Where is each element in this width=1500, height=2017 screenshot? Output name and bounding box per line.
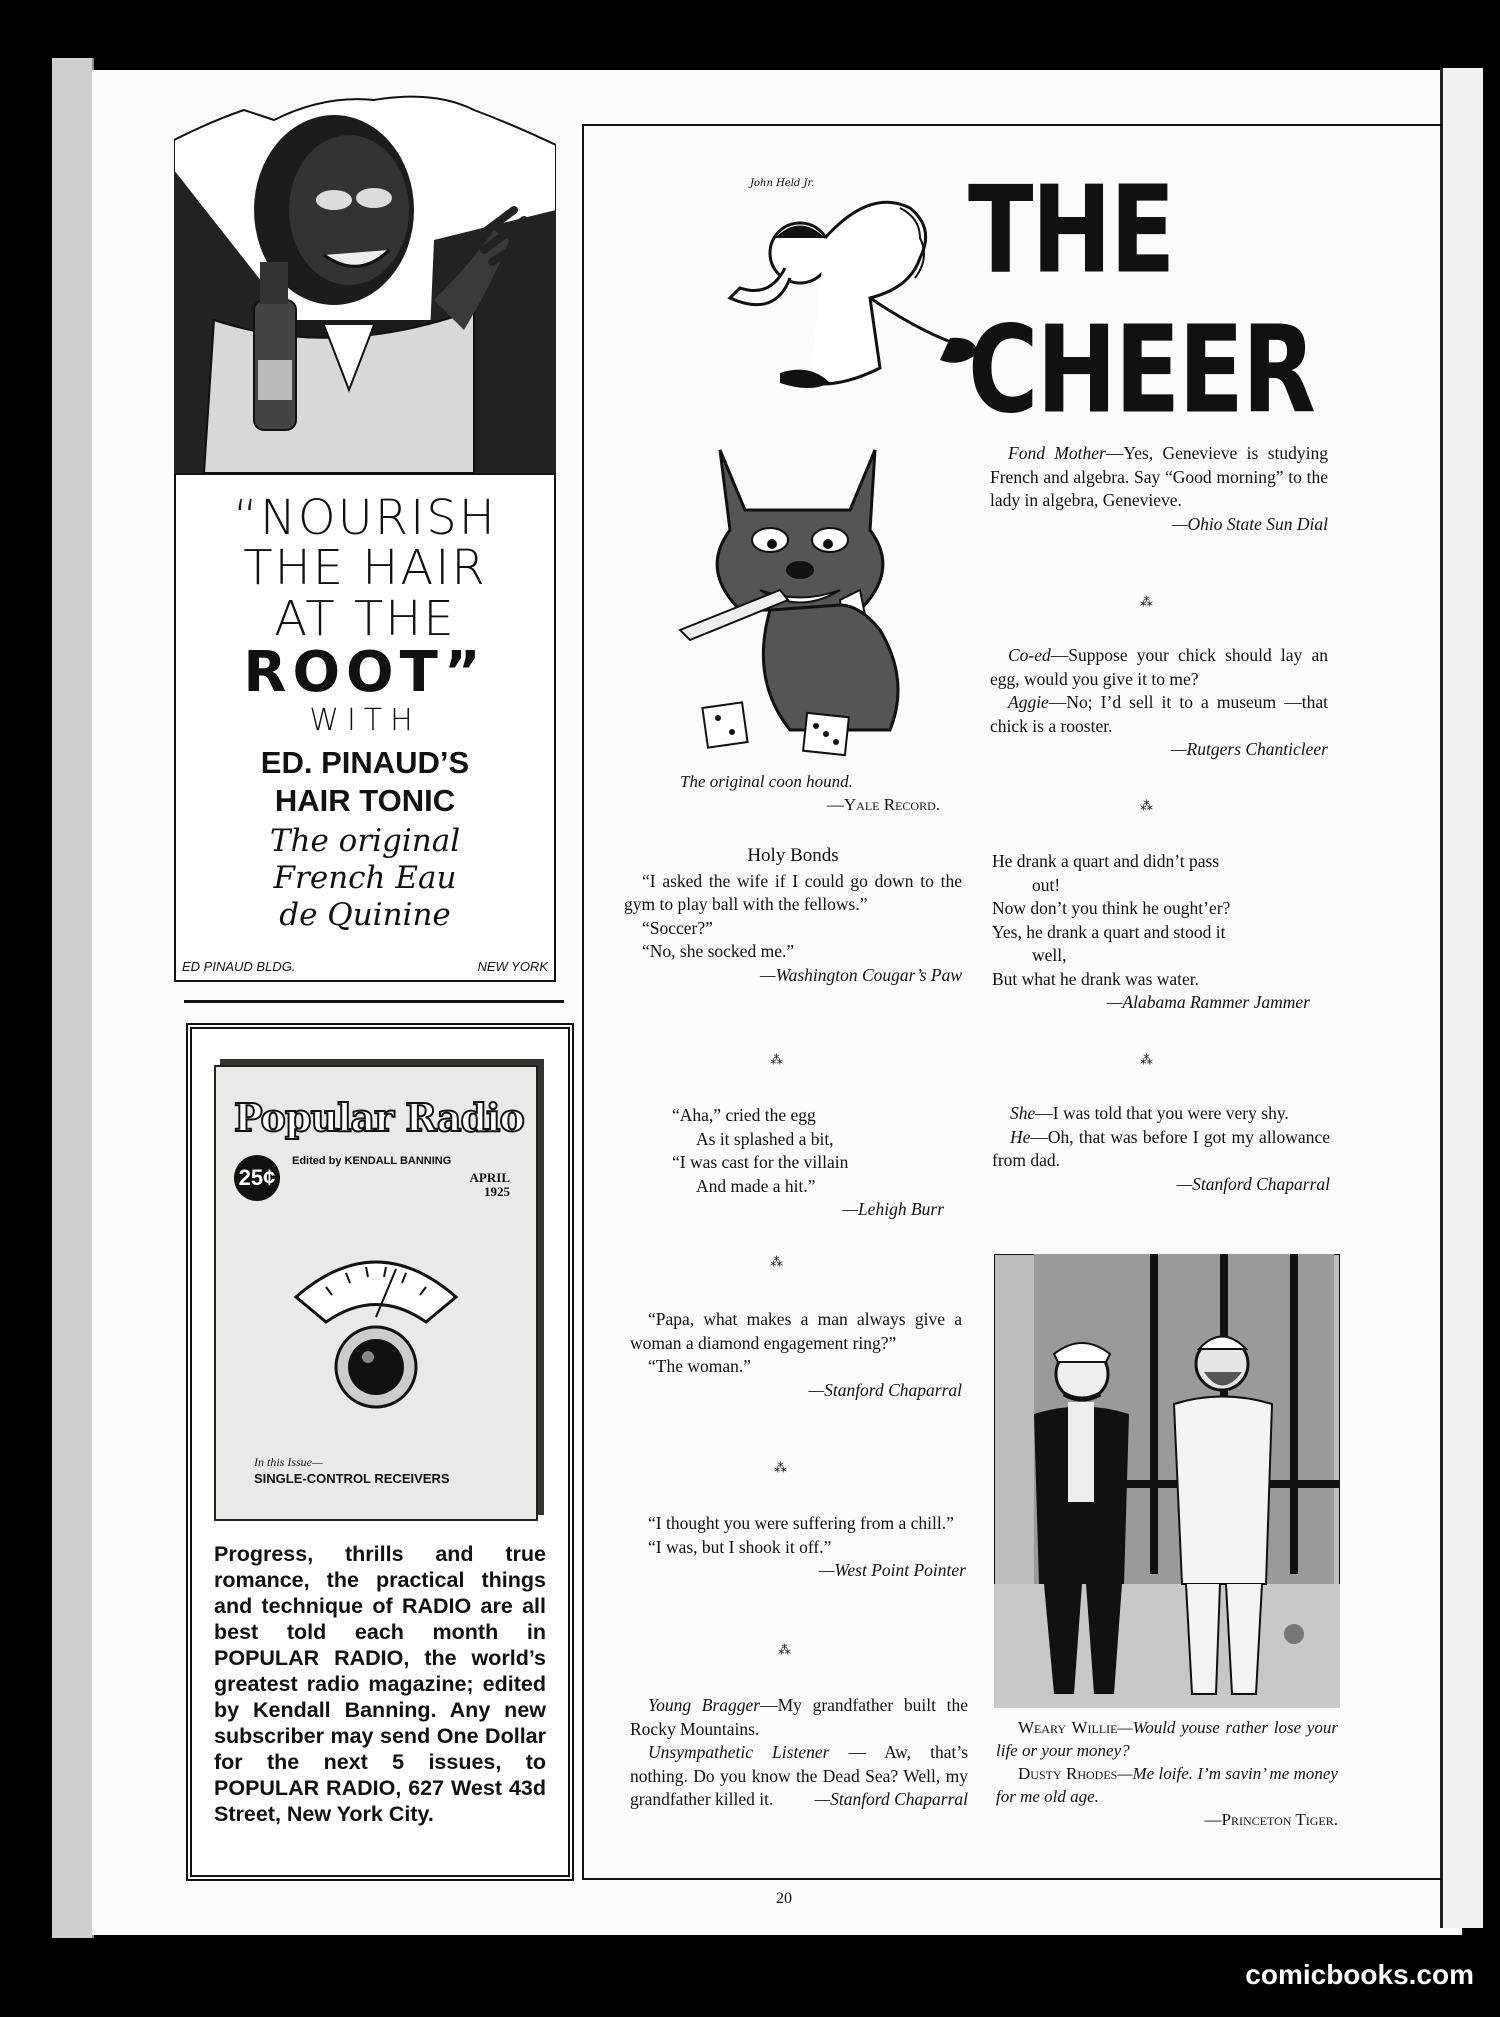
she-line: —I was told that you were very shy. (1035, 1103, 1289, 1123)
separator-stars: ⁂ (774, 1460, 788, 1475)
chill-line-1: “I thought you were suffering from a chill.” (648, 1513, 954, 1533)
watermark: comicbooks.com (1245, 1959, 1474, 1990)
holy-bonds-title: Holy Bonds (747, 845, 839, 866)
cheer-title: THE CHEER (968, 160, 1314, 440)
he-label: He (1010, 1126, 1031, 1147)
hound-caption: The original coon hound. (680, 772, 853, 791)
weary-name: Weary Willie (1018, 1718, 1118, 1737)
magazine-issue-label: In this Issue— (254, 1455, 323, 1469)
quart-source: —Alabama Rammer Jammer (1106, 992, 1310, 1012)
separator-stars: ⁂ (778, 1642, 792, 1657)
hound-source: —Yale Record. (826, 795, 940, 814)
pinaud-footer (182, 959, 548, 974)
pinaud-illustration (174, 90, 556, 473)
pinaud-text-box (174, 473, 556, 982)
quart-line-6: But what he drank was water. (992, 968, 1200, 989)
magazine-title: Popular Radio (234, 1095, 524, 1140)
dancing-man-illustration (720, 168, 980, 408)
pinaud-footer-right: NEW YORK (477, 959, 548, 974)
papa-line-1: “Papa, what makes a man always give a woman a diamond engagement ring?” (630, 1309, 962, 1353)
magazine-price: 25¢ (234, 1155, 280, 1201)
egg-poem (624, 1104, 944, 1222)
fond-line: —Yes, Genevieve is studying French and algebra. Say “Good morning” to the lady in algebra, Genevieve. (990, 443, 1328, 510)
page-number: 20 (776, 1890, 792, 1907)
quart-line-3: Now don’t you think he ought’er? (992, 898, 1231, 918)
coed-label: Co-ed (1008, 645, 1051, 665)
magazine-month: APRIL (469, 1170, 510, 1185)
chill-line-2: “I was, but I shook it off.” (648, 1536, 832, 1557)
holy-line-2: “Soccer?” (642, 917, 713, 938)
artist-signature: John Held Jr. (750, 178, 815, 189)
egg-line-4: And made a hit.” (696, 1175, 816, 1196)
holy-source: —Washington Cougar’s Paw (760, 964, 962, 985)
papa-line-2: “The woman.” (648, 1356, 752, 1376)
shy-joke (992, 1102, 1330, 1196)
hound-caption-block (680, 770, 940, 816)
fond-mother-joke (990, 442, 1328, 536)
aggie-line: —No; I’d sell it to a museum —that chick is a rooster. (990, 692, 1328, 736)
shy-source: —Stanford Chaparral (1176, 1173, 1330, 1194)
coed-joke (990, 644, 1328, 762)
fond-source: —Ohio State Sun Dial (1171, 513, 1328, 534)
pinaud-ad (174, 90, 556, 980)
headline-line-1: “NOURISH (233, 490, 497, 546)
magazine-issue-title: SINGLE-CONTROL RECEIVERS (254, 1471, 450, 1486)
separator-stars: ⁂ (1140, 798, 1154, 813)
bragger-source: —Stanford Chaparral (814, 1789, 968, 1809)
page-edge (52, 58, 94, 1938)
he-line: —Oh, that was before I got my allowance from dad. (992, 1126, 1330, 1170)
dusty-line: —Me loife. I’m savin’ me money for me old age. (996, 1764, 1338, 1806)
tramps-caption (996, 1716, 1338, 1831)
papa-joke (630, 1308, 962, 1402)
egg-line-2: As it splashed a bit, (696, 1128, 834, 1149)
quart-line-4: Yes, he drank a quart and stood it (992, 921, 1226, 942)
chill-source: —West Point Pointer (818, 1560, 966, 1580)
papa-source: —Stanford Chaparral (808, 1379, 962, 1400)
she-label: She (1010, 1103, 1036, 1123)
brand-line-1: ED. PINAUD’S (260, 745, 470, 781)
coed-source: —Rutgers Chanticleer (1171, 739, 1328, 759)
listener-line: — Aw, that’s nothing. Do you know the Dead Sea? Well, my grandfather killed it. (630, 1742, 969, 1809)
quart-line-5: well, (1032, 945, 1067, 965)
fond-label: Fond Mother (1008, 443, 1106, 463)
dog-illustration (660, 440, 940, 760)
bragger-line: —My grandfather built the Rocky Mountains. (630, 1695, 968, 1739)
headline-line-5: WITH (309, 702, 421, 738)
quart-line-2: out! (1032, 874, 1061, 895)
holy-line-1: “I asked the wife if I could go down to the gym to play ball with the fellows.” (624, 870, 962, 914)
coed-line: —Suppose your chick should lay an egg, would you give it to me? (990, 645, 1328, 689)
egg-source: —Lehigh Burr (842, 1199, 944, 1219)
magazine-cover (214, 1065, 538, 1521)
separator-stars: ⁂ (770, 1052, 784, 1067)
bragger-joke (630, 1694, 968, 1812)
quart-line-1: He drank a quart and didn’t pass (992, 851, 1220, 871)
magazine-editor: Edited by KENDALL BANNING (292, 1155, 452, 1167)
egg-line-1: “Aha,” cried the egg (672, 1105, 816, 1125)
egg-line-3: “I was cast for the villain (672, 1152, 849, 1172)
separator-stars: ⁂ (1140, 594, 1154, 609)
popular-radio-copy: Progress, thrills and true romance, the practical things and technique of RADIO are all best told each month in POPULAR RADIO, the world’s greatest radio magazine; edited by Kendall Banning. Any new subscriber may send One Dollar for the next 5 issues, to POPULAR RADIO, 627 West 43d Street, New York City. (214, 1542, 546, 1826)
dusty-name: Dusty Rhodes (1018, 1764, 1118, 1783)
aggie-label: Aggie (1008, 692, 1049, 712)
headline-line-2: THE HAIR (243, 540, 487, 597)
weary-line: —Would youse rather lose your life or your money? (996, 1718, 1338, 1760)
chill-joke (630, 1512, 966, 1583)
headline-line-3: AT THE (274, 590, 456, 647)
radio-dial-icon (286, 1227, 466, 1427)
script-line-2: French Eau (273, 860, 457, 897)
magazine-date (470, 1171, 510, 1198)
tramps-source: —Princeton Tiger. (1204, 1810, 1338, 1829)
headline-line-4: ROOT” (243, 640, 487, 706)
ad-divider (184, 1000, 564, 1003)
brand-line-2: HAIR TONIC (274, 782, 456, 818)
separator-stars: ⁂ (770, 1254, 784, 1269)
script-line-3: de Quinine (279, 897, 451, 934)
tramps-illustration (994, 1254, 1340, 1708)
pinaud-footer-left: ED PINAUD BLDG. (182, 959, 296, 974)
separator-stars: ⁂ (1140, 1052, 1154, 1067)
popular-radio-ad (186, 1023, 574, 1881)
bragger-label: Young Bragger (648, 1695, 761, 1715)
holy-line-3: “No, she socked me.” (642, 941, 795, 961)
magazine-year: 1925 (484, 1183, 510, 1199)
listener-label: Unsympathetic Listener (648, 1742, 830, 1762)
holy-bonds-joke (624, 844, 962, 987)
quart-poem (992, 850, 1330, 1015)
script-line-1: The original (269, 822, 461, 859)
